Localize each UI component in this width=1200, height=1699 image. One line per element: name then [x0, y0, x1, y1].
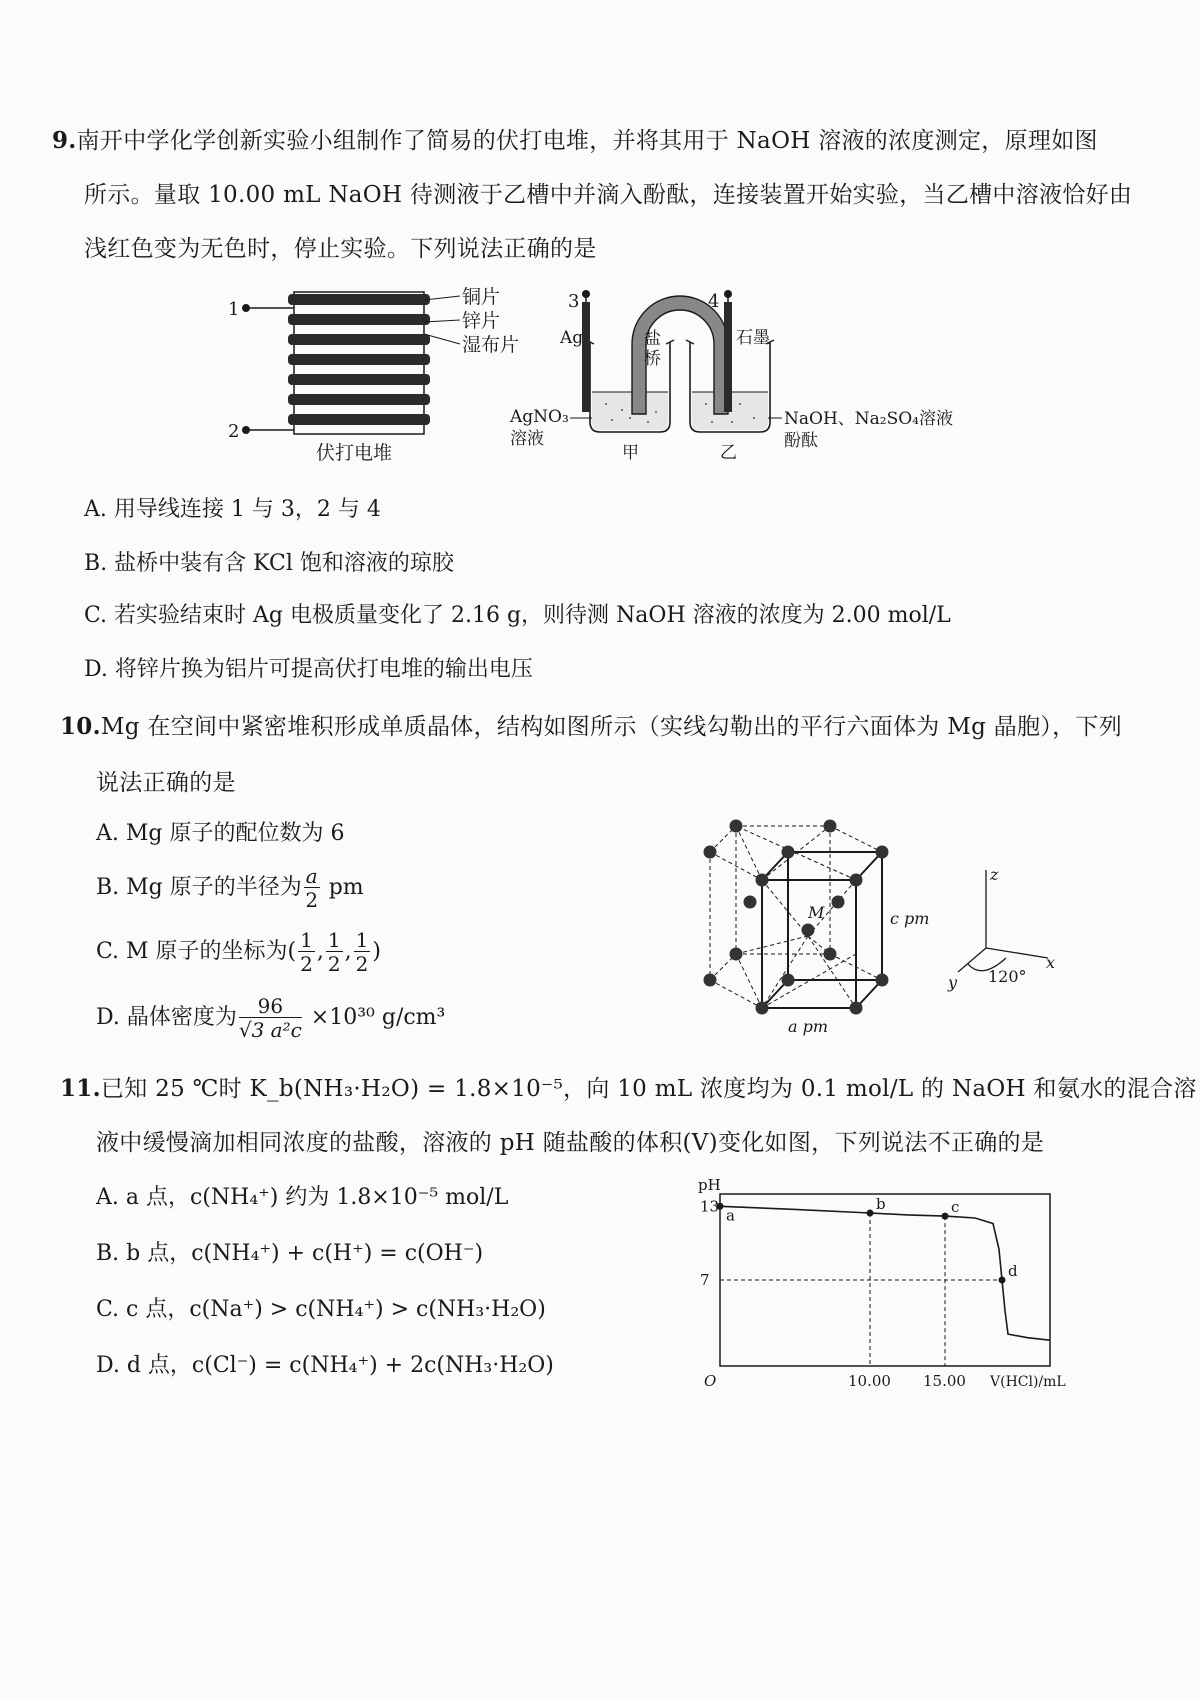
label-salt-bridge-2: 桥 [644, 349, 661, 369]
voltaic-pile-figure [220, 282, 540, 472]
q10-option-b-denominator: 2 [305, 888, 319, 912]
label-phenol: 酚酞 [784, 431, 818, 451]
label-cloth: 湿布片 [462, 334, 520, 356]
axis-z-label: z [990, 865, 999, 884]
x-axis-label: V(HCl)/mL [990, 1374, 1066, 1390]
q11-stem-line-1: 已知 25 ℃时 K_b(NH₃·H₂O) = 1.8×10⁻⁵，向 10 mL 浓度均为 0.1 mol/L 的 NaOH 和氨水的混合溶 [100, 1076, 1197, 1102]
electrolysis-cell-figure [510, 282, 980, 482]
label-zinc: 锌片 [462, 310, 501, 332]
ag-electrode [582, 302, 590, 412]
q10-option-c-prefix: C. M 原子的坐标为( [96, 939, 297, 964]
q9-number: 9. [52, 127, 77, 154]
q9-option-d[interactable]: D. 将锌片换为铝片可提高伏打电堆的输出电压 [84, 657, 533, 682]
pile-caption: 伏打电堆 [316, 442, 393, 464]
label-agno3-solution: 溶液 [510, 429, 544, 449]
y-tick-label: 13 [700, 1197, 720, 1216]
terminal-2-label: 2 [228, 421, 240, 442]
q10-stem-line-2: 说法正确的是 [96, 770, 236, 796]
q10-number: 10. [60, 713, 101, 740]
terminal-4-label: 4 [708, 291, 720, 312]
q9-line-1 [52, 122, 1098, 155]
q10-option-b-suffix: pm [321, 875, 364, 900]
q11-option-c[interactable]: C. c 点，c(Na⁺) > c(NH₄⁺) > c(NH₃·H₂O) [96, 1297, 546, 1322]
point-label-b: b [876, 1195, 886, 1214]
point-label-a: a [726, 1206, 735, 1225]
q10-option-b[interactable] [96, 866, 364, 910]
q10-option-b-fraction [304, 866, 320, 910]
q10-option-d-fraction [239, 996, 302, 1040]
q10-option-c-frac-1: $\frac{1}{2}$ [300, 928, 313, 976]
coordinate-axes [958, 870, 1048, 972]
point-c [942, 1213, 949, 1220]
y-axis-label: pH [698, 1176, 721, 1194]
terminal-3-label: 3 [568, 291, 580, 312]
pile-metal-layer [288, 414, 430, 425]
label-a-pm: a pm [788, 1017, 829, 1036]
q10-option-d[interactable] [96, 996, 445, 1040]
pile-layers [288, 294, 430, 425]
q10-option-c-frac-3: $\frac{1}{2}$ [355, 928, 369, 976]
q9-stem-line-3: 浅红色变为无色时，停止实验。下列说法正确的是 [84, 236, 597, 262]
q10-option-d-suffix: ×10³⁰ g/cm³ [303, 1005, 446, 1030]
hcp-crystal-figure [690, 808, 1090, 1044]
label-ag: Ag [560, 328, 584, 348]
axis-x-label: x [1046, 953, 1056, 972]
q10-option-c-frac-2: $\frac{1}{2}$ [327, 928, 341, 976]
q9-option-a[interactable]: A. 用导线连接 1 与 3，2 与 4 [84, 497, 381, 522]
q9-option-c[interactable]: C. 若实验结束时 Ag 电极质量变化了 2.16 g，则待测 NaOH 溶液的浓度为 2.00 mol/L [84, 603, 951, 628]
label-graphite: 石墨 [736, 328, 770, 348]
label-c-pm: c pm [890, 909, 930, 928]
q11-number: 11. [60, 1075, 101, 1102]
label-m: M [808, 903, 825, 922]
q10-option-b-prefix: B. Mg 原子的半径为 [96, 875, 302, 900]
pile-metal-layer [288, 334, 430, 345]
point-b [867, 1210, 874, 1217]
q10-option-a[interactable]: A. Mg 原子的配位数为 6 [96, 821, 345, 846]
atom-m [802, 924, 815, 937]
q11-option-d[interactable]: D. d 点，c(Cl⁻) = c(NH₄⁺) + 2c(NH₃·H₂O) [96, 1353, 554, 1378]
q11-stem-line-2: 液中缓慢滴加相同浓度的盐酸，溶液的 pH 随盐酸的体积(V)变化如图，下列说法不正确的是 [96, 1130, 1045, 1156]
pile-metal-layer [288, 374, 430, 385]
pile-metal-layer [288, 394, 430, 405]
y-tick-label: 7 [700, 1271, 710, 1289]
x-tick-label: 15.00 [923, 1372, 966, 1390]
terminal-1-label: 1 [228, 299, 240, 320]
q10-stem-line-1: Mg 在空间中紧密堆积形成单质晶体，结构如图所示（实线勾勒出的平行六面体为 Mg 晶胞），下列 [100, 714, 1123, 740]
q9-stem-line-1: 南开中学化学创新实验小组制作了简易的伏打电堆，并将其用于 NaOH 溶液的浓度测定，原理如图 [76, 128, 1098, 154]
q10-option-c-suffix: ) [372, 939, 381, 964]
q9-option-b[interactable]: B. 盐桥中装有含 KCl 饱和溶液的琼胶 [84, 551, 454, 576]
point-d [999, 1277, 1006, 1284]
q10-option-d-numerator: 96 [239, 996, 302, 1018]
q10-line-1 [60, 708, 1122, 741]
graphite-electrode [724, 302, 732, 412]
q10-option-d-denominator: √3 a²c [238, 1018, 302, 1042]
label-salt-bridge-1: 盐 [644, 329, 661, 349]
label-agno3: AgNO₃ [510, 407, 569, 427]
q11-option-b[interactable]: B. b 点，c(NH₄⁺) + c(H⁺) = c(OH⁻) [96, 1241, 484, 1266]
pile-metal-layer [288, 354, 430, 365]
label-copper: 铜片 [462, 286, 501, 308]
pile-metal-layer [288, 294, 430, 305]
q10-option-d-prefix: D. 晶体密度为 [96, 1005, 237, 1030]
q10-option-b-numerator: a [305, 864, 318, 888]
origin-label: O [704, 1372, 717, 1390]
point-label-d: d [1008, 1262, 1018, 1280]
label-tank-jia: 甲 [622, 443, 639, 463]
hcp-unit-cell [762, 852, 882, 1008]
x-tick-label: 10.00 [848, 1372, 891, 1390]
q9-stem-line-2: 所示。量取 10.00 mL NaOH 待测液于乙槽中并滴入酚酞，连接装置开始实验，当乙槽中溶液恰好由 [84, 182, 1133, 208]
label-tank-yi: 乙 [720, 443, 737, 463]
label-naoh: NaOH、Na₂SO₄溶液 [784, 409, 953, 429]
hcp-atoms [704, 820, 889, 1015]
angle-label: 120° [988, 967, 1027, 986]
q11-option-a[interactable]: A. a 点，c(NH₄⁺) 约为 1.8×10⁻⁵ mol/L [96, 1185, 509, 1210]
pile-metal-layer [288, 314, 430, 325]
solution-jia [592, 392, 668, 430]
ph-titration-chart [690, 1172, 1130, 1402]
q10-option-c[interactable]: C. M 原子的坐标为( $\frac{1}{2}$ , $\frac{1}{2}$ , $\frac{1}{2}$ ) [96, 928, 381, 976]
ph-curve [720, 1206, 1050, 1340]
q11-line-1 [60, 1070, 1197, 1103]
axis-y-label: y [948, 973, 958, 992]
point-label-c: c [951, 1198, 960, 1217]
